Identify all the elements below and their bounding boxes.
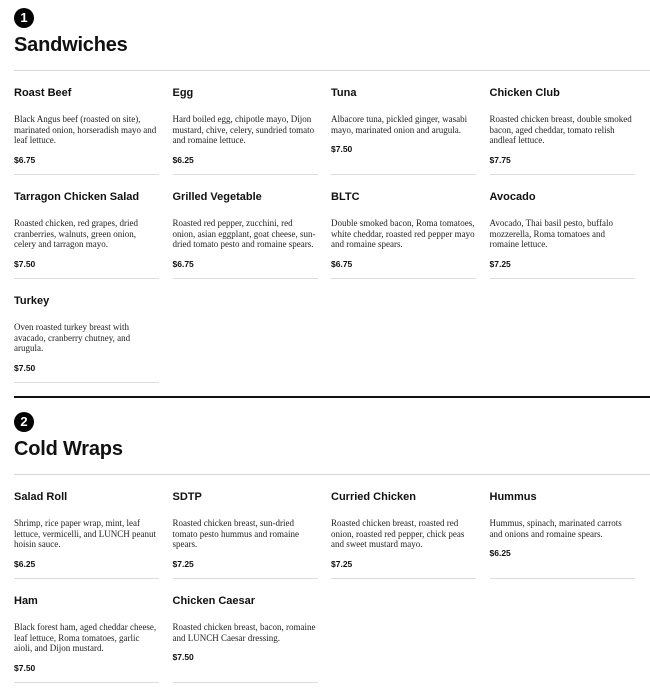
- item-description: Shrimp, rice paper wrap, mint, leaf lettuce, vermicelli, and LUNCH peanut hoisin sauce.: [14, 518, 156, 549]
- item-price: $6.25: [14, 558, 36, 569]
- item-name: SDTP: [172, 491, 202, 503]
- section-title: Cold Wraps: [14, 438, 123, 460]
- menu-item: [14, 188, 159, 292]
- item-price: $6.75: [14, 154, 36, 165]
- item-description: Double smoked bacon, Roma tomatoes, white cheddar, roasted red pepper mayo and romaine spears.: [331, 218, 475, 249]
- item-name: Avocado: [489, 191, 536, 203]
- item-name: Tuna: [331, 87, 357, 99]
- item-price: $6.25: [489, 548, 511, 558]
- item-name: BLTC: [331, 191, 360, 203]
- menu-item: [490, 84, 635, 188]
- item-price: $6.75: [172, 258, 194, 269]
- menu-items-grid: [14, 84, 635, 396]
- item-price: $7.25: [489, 258, 511, 269]
- item-price: $7.50: [331, 144, 353, 154]
- item-price: $7.25: [331, 558, 353, 569]
- item-description: Black Angus beef (roasted on site), marinated onion, horseradish mayo and leaf lettuce.: [14, 114, 157, 145]
- item-description: Avocado, Thai basil pesto, buffalo mozzerella, Roma tomatoes and romaine lettuce.: [489, 218, 613, 249]
- menu-item: [331, 188, 476, 292]
- item-divider: [490, 578, 635, 579]
- item-divider: [331, 578, 476, 579]
- menu-item: [173, 84, 318, 188]
- section-divider: [14, 474, 650, 475]
- item-description: Roasted red pepper, zucchini, red onion, asian eggplant, goat cheese, sun-dried tomato pesto and romaine spears.: [172, 218, 316, 249]
- item-name: Salad Roll: [14, 491, 68, 503]
- item-divider: [14, 174, 159, 175]
- section-title: Sandwiches: [14, 34, 128, 56]
- item-description: Roasted chicken breast, double smoked bacon, aged cheddar, tomato relish andleaf lettuce.: [489, 114, 632, 145]
- section-separator: [14, 396, 650, 398]
- item-divider: [14, 682, 159, 683]
- item-description: Oven roasted turkey breast with avacado, cranberry chutney, and arugula.: [14, 322, 131, 353]
- item-name: Roast Beef: [14, 87, 72, 99]
- item-divider: [173, 578, 318, 579]
- item-price: $7.75: [489, 154, 511, 165]
- menu-item: [490, 188, 635, 292]
- item-name: Tarragon Chicken Salad: [14, 191, 140, 203]
- item-divider: [331, 174, 476, 175]
- section-number-badge: 1: [14, 8, 34, 28]
- item-name: Egg: [172, 87, 194, 99]
- item-description: Roasted chicken breast, sun-dried tomato pesto hummus and romaine spears.: [172, 518, 299, 549]
- menu-item: [14, 488, 159, 592]
- menu-items-grid: [14, 488, 635, 696]
- menu-item: [14, 592, 159, 696]
- item-divider: [14, 278, 159, 279]
- menu-item: [14, 292, 159, 396]
- item-price: $7.50: [14, 362, 36, 373]
- item-price: $7.25: [172, 558, 194, 569]
- item-divider: [490, 174, 635, 175]
- section-divider: [14, 70, 650, 71]
- item-price: $6.75: [331, 258, 353, 269]
- item-description: Hummus, spinach, marinated carrots and onions and romaine spears.: [489, 518, 622, 539]
- item-name: Ham: [14, 595, 38, 607]
- menu-item: [173, 592, 318, 696]
- item-divider: [331, 278, 476, 279]
- item-description: Hard boiled egg, chipotle mayo, Dijon mustard, chive, celery, sundried tomato and romaine lettuce.: [172, 114, 315, 145]
- item-description: Roasted chicken, red grapes, dried cranberries, walnuts, green onion, celery and tarragon mayo.: [14, 218, 138, 249]
- menu-item: [490, 488, 635, 592]
- item-price: $7.50: [14, 258, 36, 269]
- section-number-badge: 2: [14, 412, 34, 432]
- item-description: Roasted chicken breast, bacon, romaine and LUNCH Caesar dressing.: [172, 622, 316, 643]
- item-name: Chicken Club: [489, 87, 560, 99]
- item-name: Grilled Vegetable: [172, 191, 262, 203]
- item-divider: [173, 278, 318, 279]
- item-price: $7.50: [14, 662, 36, 673]
- menu-item: [331, 488, 476, 592]
- item-description: Black forest ham, aged cheddar cheese, leaf lettuce, Roma tomatoes, garlic aioli, and Dijon mustard.: [14, 622, 157, 653]
- item-name: Chicken Caesar: [172, 595, 256, 607]
- menu-item: [14, 84, 159, 188]
- item-price: $6.25: [172, 154, 194, 165]
- item-divider: [14, 382, 159, 383]
- item-price: $7.50: [172, 652, 194, 662]
- item-divider: [173, 174, 318, 175]
- item-divider: [173, 682, 318, 683]
- item-description: Roasted chicken breast, roasted red onion, roasted red pepper, chick peas and sweet mustard mayo.: [331, 518, 465, 549]
- item-name: Hummus: [489, 491, 537, 503]
- item-description: Albacore tuna, pickled ginger, wasabi mayo, marinated onion and arugula.: [331, 114, 468, 135]
- menu-item: [173, 488, 318, 592]
- item-divider: [490, 278, 635, 279]
- item-name: Curried Chicken: [331, 491, 416, 503]
- item-divider: [14, 578, 159, 579]
- menu-item: [173, 188, 318, 292]
- item-name: Turkey: [14, 295, 50, 307]
- menu-item: [331, 84, 476, 188]
